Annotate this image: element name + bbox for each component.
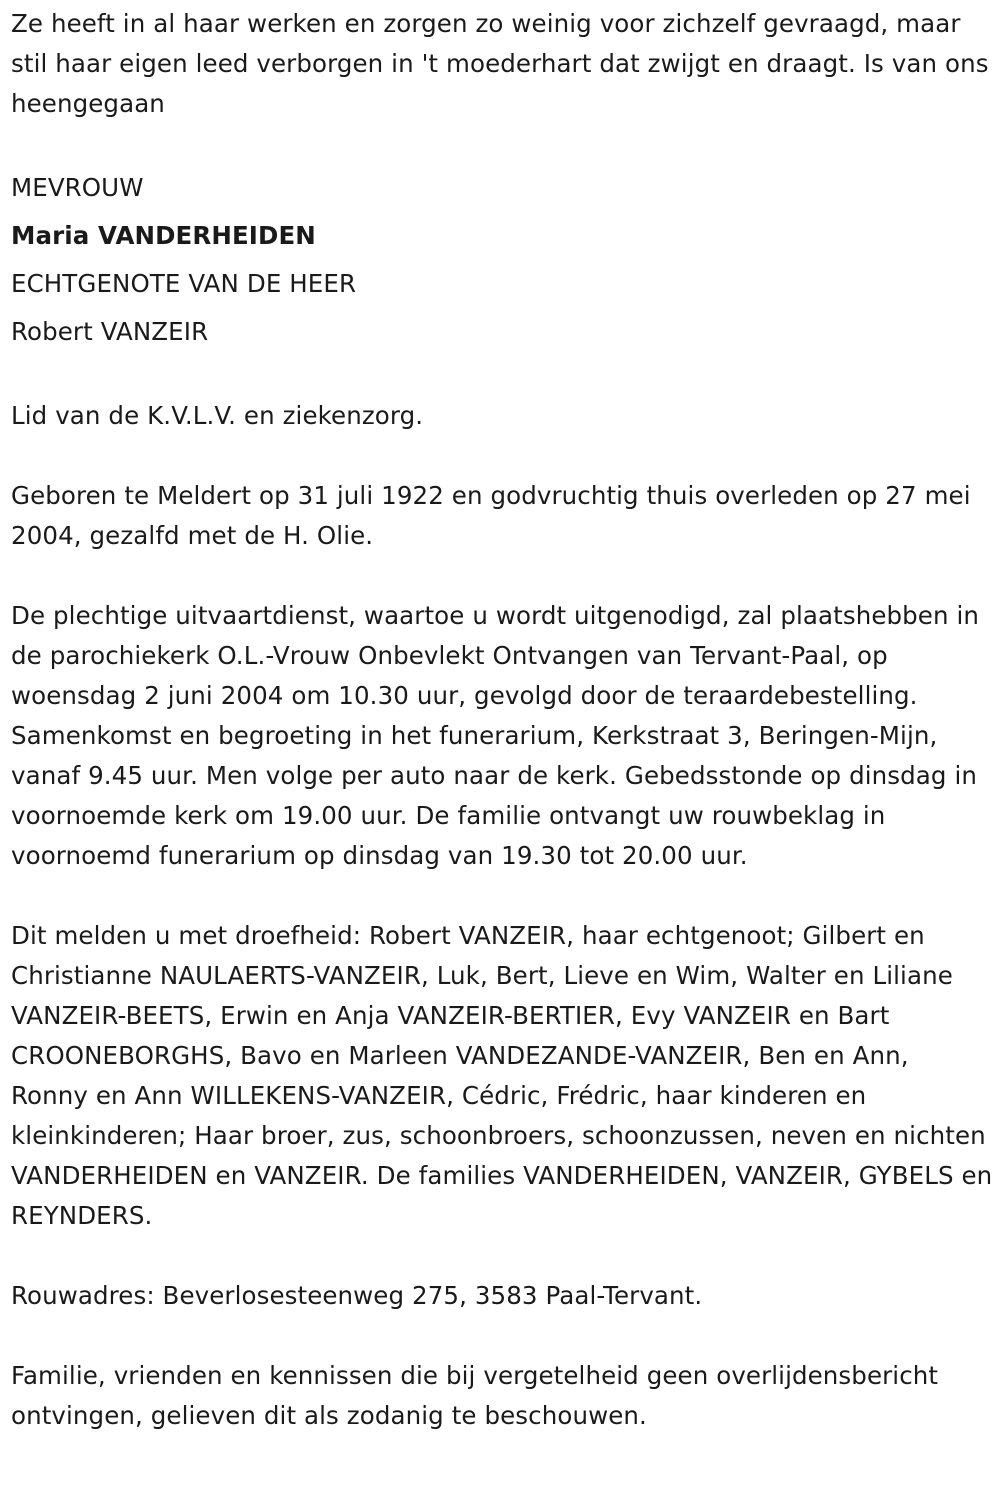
spacer — [11, 1316, 993, 1356]
spacer — [11, 1236, 993, 1276]
family-paragraph: Dit melden u met droefheid: Robert VANZEIR, haar echtgenoot; Gilbert en Christianne NAULAERTS-VANZEIR, Luk, Bert, Lieve en Wim, Walter en Liliane VANZEIR-BEETS, Erwin en Anja VANZEIR-BERTIER, Evy VANZEIR en Bart CROONEBORGHS, Bavo en Marleen VANDEZANDE-VANZEIR, Ben en Ann, Ronny en Ann WILLEKENS-VANZEIR, Cédric, Frédric, haar kinderen en kleinkinderen; Haar broer, zus, schoonbroers, schoonzussen, neven en nichten VANDERHEIDEN en VANZEIR. De families VANDERHEIDEN, VANZEIR, GYBELS en REYNDERS. — [11, 921, 993, 1230]
birth-death-paragraph: Geboren te Meldert op 31 juli 1922 en godvruchtig thuis overleden op 27 mei 2004, gezalfd met de H. Olie. — [11, 481, 971, 550]
spacer — [11, 436, 993, 476]
mourning-address: Rouwadres: Beverlosesteenweg 275, 3583 Paal-Tervant. — [11, 1281, 703, 1310]
deceased-name: Maria VANDERHEIDEN — [11, 221, 316, 250]
spacer — [11, 876, 993, 916]
service-paragraph: De plechtige uitvaartdienst, waartoe u wordt uitgenodigd, zal plaatshebben in de parochiekerk O.L.-Vrouw Onbevlekt Ontvangen van Tervant-Paal, op woensdag 2 juni 2004 om 10.30 uur, gevolgd door de teraardebestelling. Samenkomst en begroeting in het funerarium, Kerkstraat 3, Beringen-Mijn, vanaf 9.45 uur. Men volge per auto naar de kerk. Gebedsstonde op dinsdag in voornoemde kerk om 19.00 uur. De familie ontvangt uw rouwbeklag in voornoemd funerarium op dinsdag van 19.30 tot 20.00 uur. — [11, 601, 980, 870]
spouse-name: Robert VANZEIR — [11, 317, 209, 346]
closing-paragraph: Familie, vrienden en kennissen die bij vergetelheid geen overlijdensbericht ontvingen, gelieven dit als zodanig te beschouwen. — [11, 1361, 939, 1430]
honorific-title: MEVROUW — [11, 173, 144, 202]
intro-paragraph: Ze heeft in al haar werken en zorgen zo weinig voor zichzelf gevraagd, maar stil haar eigen leed verborgen in 't moederhart dat zwijgt en draagt. Is van ons heengegaan — [11, 9, 989, 118]
spacer — [11, 356, 993, 396]
spacer — [11, 556, 993, 596]
spouse-label: ECHTGENOTE VAN DE HEER — [11, 269, 357, 298]
spacer — [11, 124, 993, 164]
membership-text: Lid van de K.V.L.V. en ziekenzorg. — [11, 401, 424, 430]
obituary-document — [11, 4, 993, 1436]
